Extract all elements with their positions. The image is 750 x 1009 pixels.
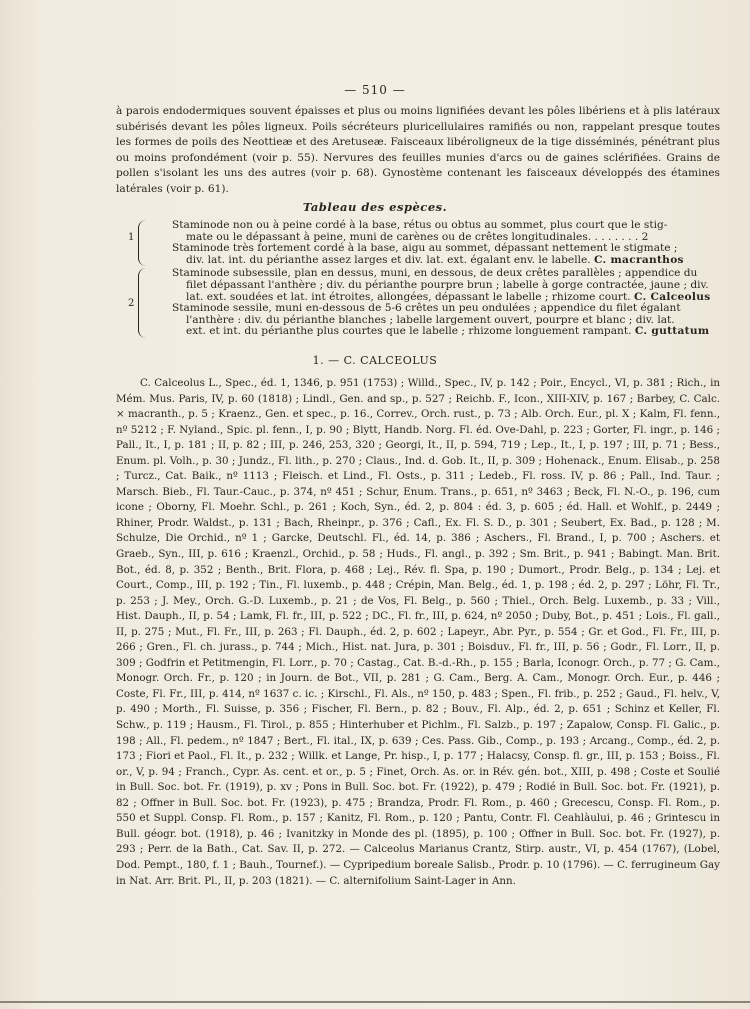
page-edge-divider: [0, 1001, 750, 1003]
key-number: 2: [128, 298, 135, 310]
key-line: Staminode subsessile, plan en dessus, muni, en dessous, de deux crêtes parallèles ; appendice du: [172, 267, 698, 280]
key-group-2: [116, 268, 720, 338]
intro-paragraph: à parois endodermiques souvent épaisses et plus ou moins lignifiées devant les pôles libériens et à plis latéraux subérisés devant les pôles ligneux. Poils sécréteurs pluricellulaires ramifiés ou non, rappelant presque toutes les formes de poils des Neottieæ et des Aretuseæ. Faisceaux libéroligneux de la tige disséminés, pénétrant plus ou moins profondément (voir p. 55). Nervures des feuilles munies d'arcs ou de gaines sclérifiées. Grains de pollen s'isolant les uns des autres (voir p. 68). Gynostème contenant les faisceaux développés des étamines latérales (voir p. 61).: [116, 105, 720, 195]
species-name: C. macranthos: [594, 253, 684, 266]
key-line: mate ou le dépassant à peine, muni de carènes ou de crêtes longitudinales. . . . . . . . 2: [186, 230, 649, 243]
brace-icon: [138, 220, 147, 266]
species-name: C. Calceolus: [634, 290, 711, 303]
key-line: ext. et int. du périanthe plus courtes que le labelle ; rhizome longuement rampant. C. guttatum: [186, 325, 710, 338]
species-body: [116, 376, 720, 889]
brace-icon: [138, 268, 147, 338]
key-group-1: [116, 220, 720, 266]
key-line: Staminode non ou à peine cordé à la base, rétus ou obtus au sommet, plus court que le stig-: [172, 219, 668, 231]
section-title: Tableau des espèces.: [302, 200, 448, 214]
key-line: Staminode très fortement cordé à la base, aigu au sommet, dépassant nettement le stigmate ;: [172, 242, 678, 255]
key-line: Staminode sessile, muni en-dessous de 5-6 crêtes un peu ondulées ; appendice du filet égalant: [172, 302, 681, 315]
page-number: — 510 —: [344, 83, 406, 97]
species-heading: 1. — C. CALCEOLUS: [312, 354, 438, 367]
key-line: l'anthère : div. du périanthe blanches ; labelle largement ouvert, pourpre et blanc ; div. lat.: [186, 313, 675, 326]
species-name: C. guttatum: [634, 325, 710, 338]
key-line: filet dépassant l'anthère ; div. du périanthe pourpre brun ; labelle à gorge contractée, jaune ; div.: [186, 278, 709, 291]
key-number: 1: [128, 232, 135, 243]
key-line: lat. ext. soudées et lat. int étroites, allongées, dépassant le labelle ; rhizome court. C. Calceolus: [186, 290, 711, 303]
species-key: [116, 220, 720, 340]
key-line: div. lat. int. du périanthe assez larges et div. lat. ext. égalant env. le labelle. C. macranthos: [186, 253, 684, 266]
species-text: C. Calceolus L., Spec., éd. 1, 1346, p. 951 (1753) ; Willd., Spec., IV, p. 142 ; Poir., Encycl., VI, p. 381 ; Rich., in Mém. Mus. Paris, IV, p. 60 (1818) ; Lindl., Gen. and sp., p. 527 ; Reichb. F., Icon., XIII-XIV, p. 167 ; Barbey, C. Calc. × macranth., p. 5 ; Kraenz., Gen. et spec., p. 16., Correv., Orch. rust., p. 73 ; Alb. Orch. Eur., pl. X ; Kalm, Fl. fenn., nº 5212 ; F. Nyland., Spic. pl. fenn., I, p. 90 ; Blytt, Handb. Norg. Fl. éd. Ove-Dahl, p. 223 ; Gorter, Fl. ingr., p. 146 ; Pall., It., I, p. 181 ; II, p. 82 ; III, p. 246, 253, 320 ; Georgi, It., II, p. 594, 719 ; Lep., It., I, p. 197 ; III, p. 71 ; Bess., Enum. pl. Volh., p. 30 ; Jundz., Fl. lith., p. 270 ; Claus., Ind. d. Gob. It., II, p. 309 ; Hohenack., Enum. Elisab., p. 258 ; Turcz., Cat. Baik., nº 1113 ; Fleisch. et Lind., Fl. Osts., p. 311 ; Ledeb., Fl. ross. IV, p. 86 ; Pall., Ind. Taur. ; Marsch. Bieb., Fl. Taur.-Cauc., p. 374, nº 451 ; Schur, Enum. Trans., p. 651, nº 3463 ; Beck, Fl. N.-O., p. 196, cum icone ; Oborny, Fl. Moehr. Schl., p. 261 ; Koch, Syn., éd. 2, p. 804 : éd. 3, p. 605 ; éd. Hall. et Wohlf., p. 2449 ; Rhiner, Prodr. Waldst., p. 131 ; Bach, Rheinpr., p. 376 ; Cafl., Ex. Fl. S. D., p. 301 ; Seubert, Ex. Bad., p. 128 ; M. Schulze, Die Orchid., nº 1 ; Garcke, Deutschl. Fl., éd. 14, p. 386 ; Aschers., Fl. Brand., I, p. 700 ; Aschers. et Graeb., Syn., III, p. 616 ; Kraenzl., Orchid., p. 58 ; Huds., Fl. angl., p. 392 ; Sm. Brit., p. 941 ; Babingt. Man. Brit. Bot., éd. 8, p. 352 ; Benth., Brit. Flora, p. 468 ; Lej., Rév. fl. Spa, p. 190 ; Dumort., Prodr. Belg., p. 134 ; Lej. et Court., Comp., III, p. 192 ; Tin., Fl. luxemb., p. 448 ; Crépin, Man. Belg., éd. 1, p. 198 ; éd. 2, p. 297 ; Löhr, Fl. Tr., p. 253 ; J. Mey., Orch. G.-D. Luxemb., p. 21 ; de Vos, Fl. Belg., p. 560 ; Thiel., Orch. Belg. Luxemb., p. 33 ; Vill., Hist. Dauph., II, p. 54 ; Lamk, Fl. fr., III, p. 522 ; DC., Fl. fr., III, p. 624, nº 2050 ; Duby, Bot., p. 451 ; Lois., Fl. gall., II, p. 275 ; Mut., Fl. Fr., III, p. 263 ; Fl. Dauph., éd. 2, p. 602 ; Lapeyr., Abr. Pyr., p. 554 ; Gr. et God., Fl. Fr., III, p. 266 ; Gren., Fl. ch. jurass., p. 744 ; Mich., Hist. nat. Jura, p. 301 ; Boisduv., Fl. fr., III, p. 56 ; Godr., Fl. Lorr., II, p. 309 ; Godfrin et Petitmengin, Fl. Lorr., p. 70 ; Castag., Cat. B.-d.-Rh., p. 155 ; Barla, Iconogr. Orch., p. 77 ; G. Cam., Monogr. Orch. Fr., p. 120 ; in Journ. de Bot., VII, p. 281 ; G. Cam., Berg. A. Cam., Monogr. Orch. Eur., p. 446 ; Coste, Fl. Fr., III, p. 414, nº 1637 c. ic. ; Kirschl., Fl. Als., nº 150, p. 483 ; Spen., Fl. frib., p. 252 ; Gaud., Fl. helv., V, p. 490 ; Morth., Fl. Suisse, p. 356 ; Fischer, Fl. Bern., p. 82 ; Bouv., Fl. Alp., éd. 2, p. 651 ; Schinz et Keller, Fl. Schw., p. 119 ; Hausm., Fl. Tirol., p. 855 ; Hinterhuber et Pichlm., Fl. Salzb., p. 197 ; Zapalow, Consp. Fl. Galic., p. 198 ; All., Fl. pedem., nº 1847 ; Bert., Fl. ital., IX, p. 639 ; Ces. Pass. Gib., Comp., p. 193 ; Arcang., Comp., éd. 2, p. 173 ; Fiori et Paol., Fl. It., p. 232 ; Willk. et Lange, Pr. hisp., I, p. 177 ; Halacsy, Consp. fl. gr., III, p. 153 ; Boiss., Fl. or., V, p. 94 ; Franch., Cypr. As. cent. et or., p. 5 ; Finet, Orch. As. or. in Rév. gén. bot., XIII, p. 498 ; Coste et Soulié in Bull. Soc. bot. Fr. (1919), p. xv ; Pons in Bull. Soc. bot. Fr. (1922), p. 479 ; Rodié in Bull. Soc. bot. Fr. (1921), p. 82 ; Offner in Bull. Soc. bot. Fr. (1923), p. 475 ; Brandza, Prodr. Fl. Rom., p. 460 ; Grecescu, Consp. Fl. Rom., p. 550 et Suppl. Consp. Fl. Rom., p. 157 ; Kanitz, Fl. Rom., p. 120 ; Pantu, Contr. Fl. Ceahlàului, p. 46 ; Grintescu in Bull. géogr. bot. (1918), p. 46 ; Ivanitzky in Monde des pl. (1895), p. 100 ; Offner in Bull. Soc. bot. Fr. (1927), p. 293 ; Perr. de la Bath., Cat. Sav. II, p. 272. — Calceolus Marianus Crantz, Stirp. austr., VI, p. 454 (1767), (Lobel, Dod. Pempt., 180, f. 1 ; Bauh., Tournef.). — Cypripedium boreale Salisb., Prodr. p. 10 (1796). — C. ferrugineum Gay in Nat. Arr. Brit. Pl., II, p. 203 (1821). — C. alternifolium Saint-Lager in Ann.: [116, 377, 720, 887]
